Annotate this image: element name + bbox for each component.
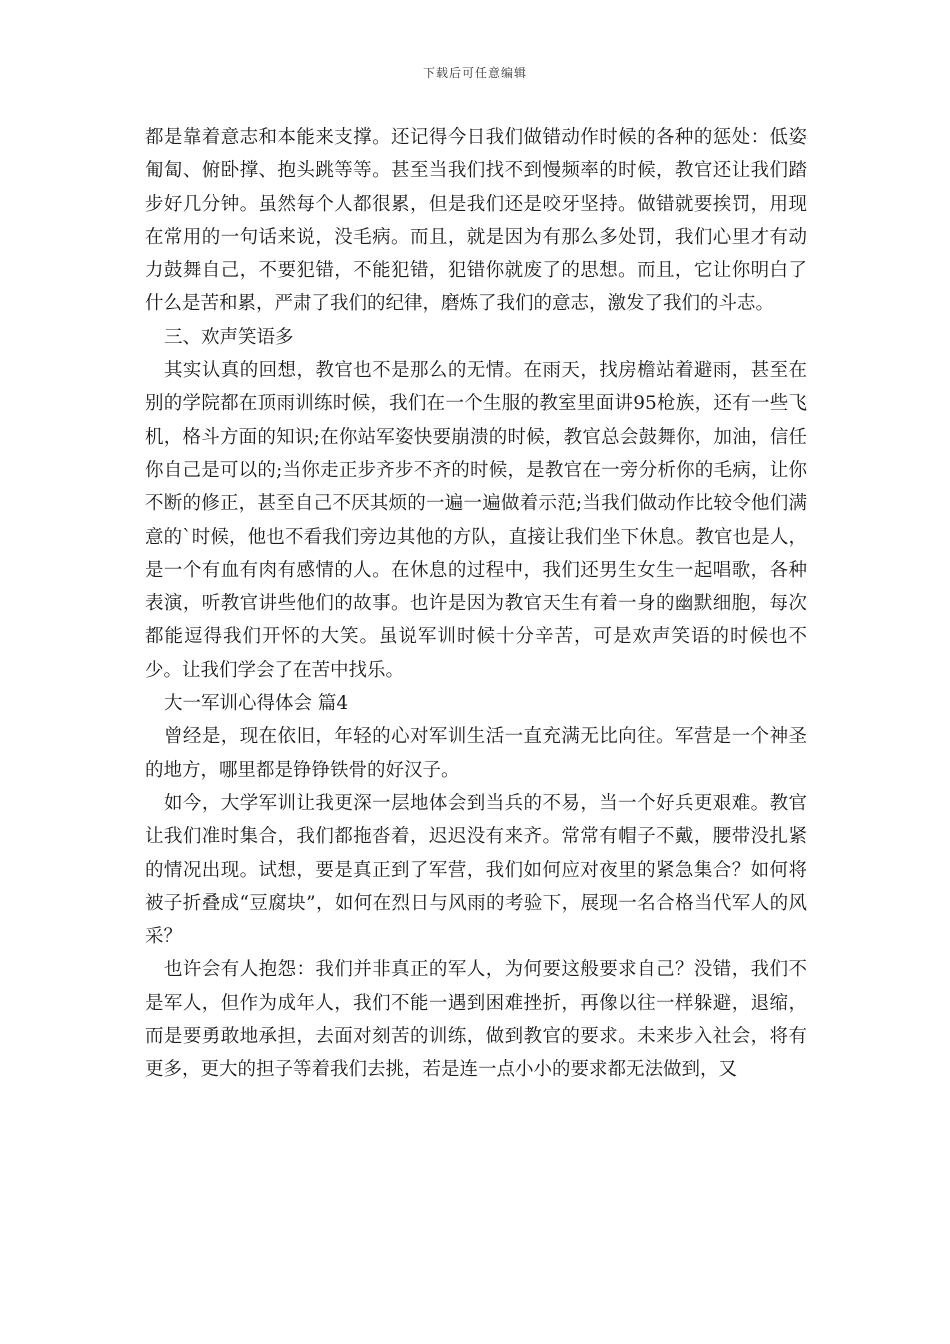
- paragraph: 曾经是，现在依旧，年轻的心对军训生活一直充满无比向往。军营是一个神圣的地方，哪里都是铮铮铁骨的好汉子。: [145, 726, 807, 781]
- page-header: 下载后可任意编辑: [422, 66, 527, 80]
- section-heading: 三、欢声笑语多: [164, 326, 294, 348]
- paragraph: 都是靠着意志和本能来支撑。还记得今日我们做错动作时候的各种的惩处：低姿匍匐、俯卧撑、抱头跳等等。甚至当我们找不到慢频率的时候，教官还让我们踏步好几分钟。虽然每个人都很累，但是我们还是咬牙坚持。做错就要挨罚，用现在常用的一句话来说，没毛病。而且，就是因为有那么多处罚，我们心里才有动力鼓舞自己，不要犯错，不能犯错，犯错你就废了的思想。而且，它让你明白了什么是苦和累，严肃了我们的纪律，磨炼了我们的意志，激发了我们的斗志。: [145, 127, 807, 315]
- document-body: [145, 121, 807, 1087]
- paragraph: 如今，大学军训让我更深一层地体会到当兵的不易，当一个好兵更艰难。教官让我们准时集合，我们都拖沓着，迟迟没有来齐。常常有帽子不戴，腰带没扎紧的情况出现。试想，要是真正到了军营，我们如何应对夜里的紧急集合？如何将被子折叠成“豆腐块”，如何在烈日与风雨的考验下，展现一名合格当代军人的风采？: [145, 792, 807, 948]
- article-title: 大一军训心得体会 篇4: [164, 693, 349, 715]
- paragraph: 也许会有人抱怨：我们并非真正的军人，为何要这般要求自己？没错，我们不是军人，但作为成年人，我们不能一遇到困难挫折，再像以往一样躲避，退缩，而是要勇敢地承担，去面对刻苦的训练，做到教官的要求。未来步入社会，将有更多，更大的担子等着我们去挑，若是连一点小小的要求都无法做到，又: [145, 959, 807, 1081]
- paragraph: 其实认真的回想，教官也不是那么的无情。在雨天，找房檐站着避雨，甚至在别的学院都在顶雨训练时候，我们在一个生服的教室里面讲95枪族，还有一些飞机，格斗方面的知识;在你站军姿快要崩溃的时候，教官总会鼓舞你，加油，信任你自己是可以的;当你走正步齐步不齐的时候，是教官在一旁分析你的毛病，让你不断的修正，甚至自己不厌其烦的一遍一遍做着示范;当我们做动作比较令他们满意的`时候，他也不看我们旁边其他的方队，直接让我们坐下休息。教官也是人，是一个有血有肉有感情的人。在休息的过程中，我们还男生女生一起唱歌，各种表演，听教官讲些他们的故事。也许是因为教官天生有着一身的幽默细胞，每次都能逗得我们开怀的大笑。虽说军训时候十分辛苦，可是欢声笑语的时候也不少。让我们学会了在苦中找乐。: [145, 360, 807, 681]
